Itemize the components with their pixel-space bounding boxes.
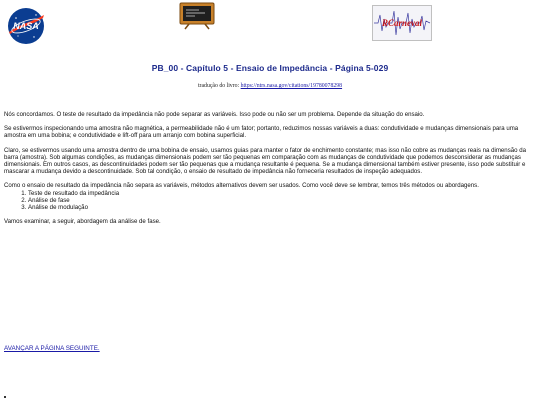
main-content — [4, 111, 534, 232]
source-label: tradução do livro: — [197, 83, 240, 89]
source-link[interactable]: https://ntrs.nasa.gov/citations/19780078298 — [240, 83, 343, 89]
methods-list — [4, 190, 534, 212]
list-item: 1. Teste de resultado da impedância — [28, 190, 534, 197]
paragraph: Claro, se estivermos usando uma amostra dentro de uma bobina de ensaio, usamos guias para manter o fator de enchimento constante; mas isso não cobre as mudanças reais na dimensão da barra (amostra). Sob algumas condições, as mudanças dimensionais podem ser tão pequenas em comparação com as mudanças de condutividade que podemos desconsiderar as mudanças dimensionais. Em outros casos, as descontinuidades podem ser tão pequenas que a mudança resultante é pequena. Se a mudança dimensional também estiver presente, isso pode substituir e mascarar a mudança devido a descontinuidade. Sob tal condição, o ensaio de resultado de impedância não forneceria resultados de inspeção adequados. — [4, 146, 526, 176]
rcarneval-logo — [372, 5, 432, 41]
chalkboard-icon — [177, 2, 217, 30]
rcarneval-logo-text: RCarneval — [381, 18, 423, 28]
paragraph: Se estivermos inspecionando uma amostra não magnética, a permeabilidade não é um fator; portanto, reduzimos nossas variáveis a duas: condutividade e mudanças dimensionais para uma amostra em uma bobina; e condutividade e lift-off para um arranjo com bobina superficial. — [4, 125, 519, 140]
source-line — [0, 83, 540, 89]
page-title: PB_00 - Capítulo 5 - Ensaio de Impedância - Página 5-029 — [151, 63, 389, 73]
list-item: 2. Análise de fase — [28, 197, 534, 204]
nasa-logo-text: NASA — [13, 21, 39, 31]
list-item: 3. Análise de modulação — [28, 204, 534, 211]
paragraph: Nós concordamos. O teste de resultado da impedância não pode separar as variáveis. Isso pode ou não ser um problema. Depende da situação do ensaio. — [4, 111, 425, 118]
closing-paragraph: Vamos examinar, a seguir, abordagem da análise de fase. — [4, 218, 161, 226]
paragraph: Como o ensaio de resultado da impedância não separa as variáveis, métodos alternativos devem ser usados. Como você deve se lembrar, temos três métodos ou abordagens. — [4, 182, 479, 190]
next-page-link[interactable]: AVANÇAR A PÁGINA SEGUINTE. — [4, 345, 100, 352]
bottom-dot — [4, 396, 6, 398]
nasa-logo — [6, 6, 46, 46]
